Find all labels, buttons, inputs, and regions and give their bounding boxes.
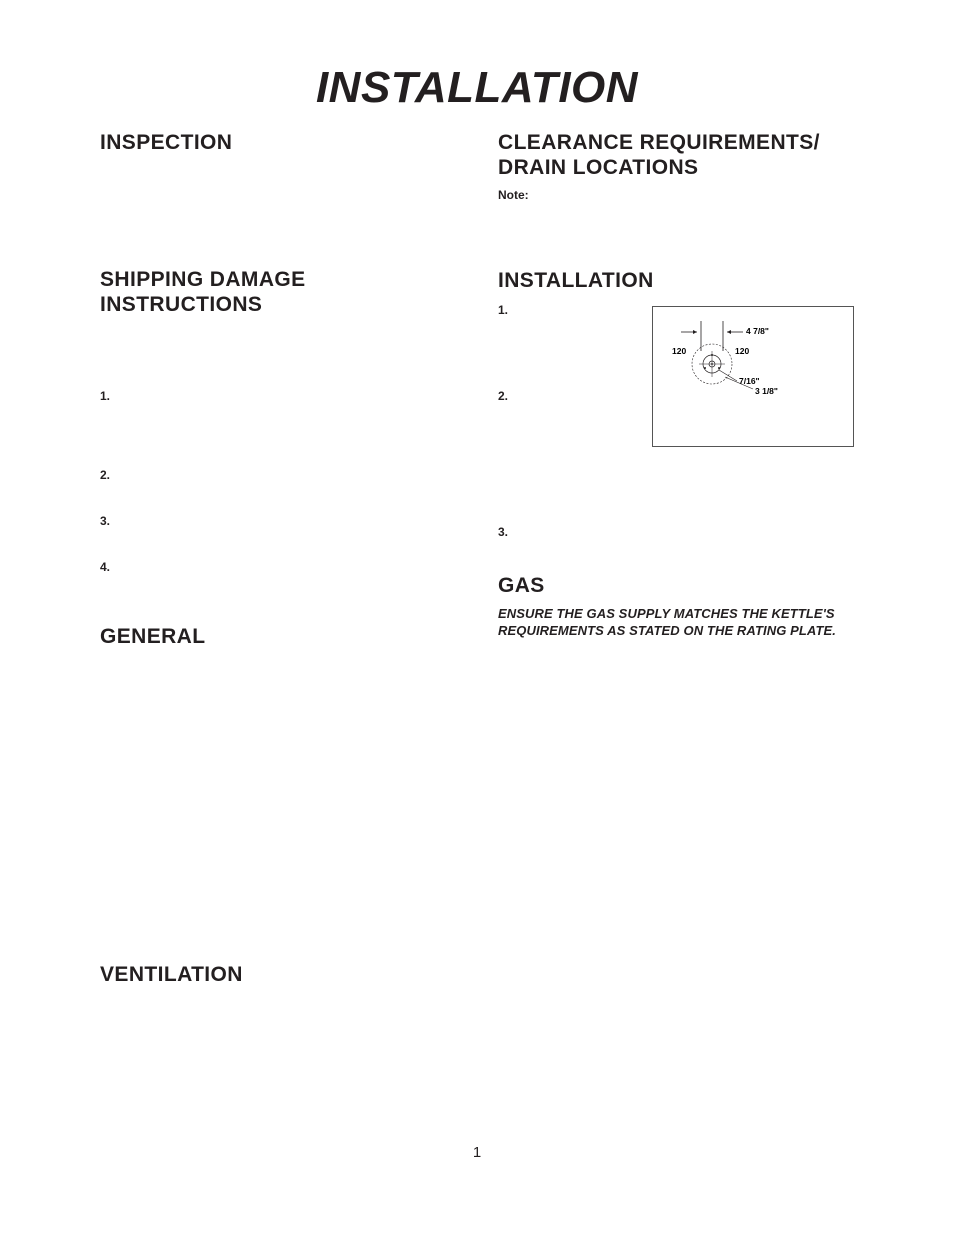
- heading-line: INSTRUCTIONS: [100, 293, 263, 316]
- page-number: 1: [472, 1144, 482, 1161]
- install-step-2: 2.: [498, 389, 509, 403]
- angle-right-label: 120: [735, 346, 750, 356]
- heading-line: CLEARANCE REQUIREMENTS/: [498, 131, 820, 154]
- heading-ventilation: VENTILATION: [100, 963, 243, 986]
- heading-clearance: [498, 130, 820, 180]
- heading-line: DRAIN LOCATIONS: [498, 156, 699, 179]
- bolt-mark: [704, 367, 706, 369]
- shipping-step-3: 3.: [100, 514, 111, 528]
- arrowhead: [693, 330, 697, 334]
- leader-line: [719, 370, 737, 381]
- bolt-mark: [718, 367, 720, 369]
- drain-location-figure: [652, 306, 854, 447]
- heading-shipping-damage: [100, 267, 306, 317]
- dim-width-label: 4 7/8": [746, 326, 769, 336]
- heading-line: SHIPPING DAMAGE: [100, 268, 306, 291]
- shipping-step-1: 1.: [100, 389, 111, 403]
- dim-radius-label: 3 1/8": [755, 386, 778, 396]
- heading-gas: GAS: [498, 574, 545, 597]
- gas-warning-text: ENSURE THE GAS SUPPLY MATCHES THE KETTLE'S REQUIREMENTS AS STATED ON THE RATING PLATE.: [498, 606, 836, 638]
- dim-hole-label: 7/16": [739, 376, 760, 386]
- arrowhead: [727, 330, 731, 334]
- heading-general: GENERAL: [100, 625, 206, 648]
- heading-installation: INSTALLATION: [498, 269, 654, 292]
- install-step-1: 1.: [498, 303, 509, 317]
- drain-diagram: [653, 307, 853, 446]
- page-title: INSTALLATION: [315, 63, 639, 112]
- angle-left-label: 120: [672, 346, 687, 356]
- shipping-step-4: 4.: [100, 560, 111, 574]
- shipping-step-2: 2.: [100, 468, 111, 482]
- bolt-mark: [711, 354, 713, 356]
- heading-inspection: INSPECTION: [100, 131, 233, 154]
- note-label: Note:: [498, 188, 529, 202]
- install-step-3: 3.: [498, 525, 509, 539]
